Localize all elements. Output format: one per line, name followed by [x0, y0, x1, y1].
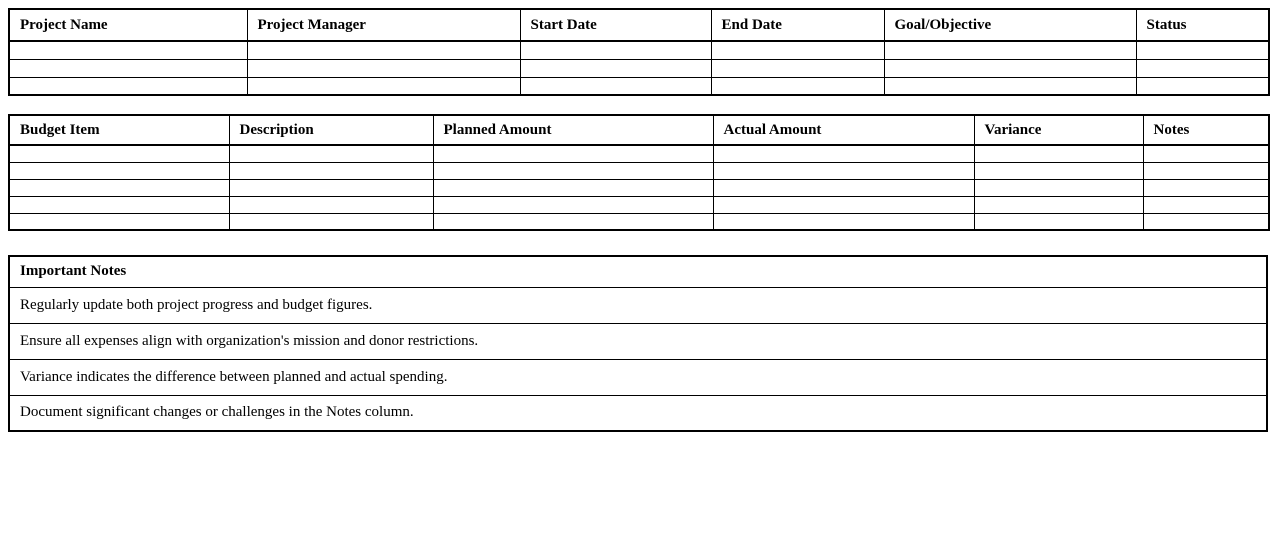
planned-amount-cell[interactable]: [433, 196, 713, 213]
note-row: [9, 323, 1267, 359]
project-table-row: [9, 41, 1269, 59]
variance-cell[interactable]: [974, 196, 1143, 213]
important-notes-header-row: [9, 256, 1267, 287]
actual-amount-cell[interactable]: [713, 213, 974, 230]
end-date-cell[interactable]: [711, 77, 884, 95]
notes-header: Notes: [1143, 115, 1269, 145]
budget-item-cell[interactable]: [9, 179, 229, 196]
project-manager-cell[interactable]: [247, 77, 520, 95]
description-cell[interactable]: [229, 162, 433, 179]
end-date-cell[interactable]: [711, 41, 884, 59]
variance-cell[interactable]: [974, 145, 1143, 162]
budget-table: [8, 114, 1270, 231]
planned-amount-cell[interactable]: [433, 145, 713, 162]
budget-item-header: Budget Item: [9, 115, 229, 145]
actual-amount-cell[interactable]: [713, 145, 974, 162]
status-cell[interactable]: [1136, 41, 1269, 59]
description-cell[interactable]: [229, 196, 433, 213]
note-item: Variance indicates the difference between planned and actual spending.: [9, 359, 1267, 395]
start-date-header: Start Date: [520, 9, 711, 41]
description-cell[interactable]: [229, 179, 433, 196]
actual-amount-header: Actual Amount: [713, 115, 974, 145]
planned-amount-header: Planned Amount: [433, 115, 713, 145]
notes-cell[interactable]: [1143, 145, 1269, 162]
end-date-cell[interactable]: [711, 59, 884, 77]
project-overview-table: [8, 8, 1270, 96]
project-name-cell[interactable]: [9, 77, 247, 95]
note-row: [9, 287, 1267, 323]
description-cell[interactable]: [229, 213, 433, 230]
important-notes-title: Important Notes: [9, 256, 1267, 287]
description-cell[interactable]: [229, 145, 433, 162]
description-header: Description: [229, 115, 433, 145]
project-name-cell[interactable]: [9, 59, 247, 77]
start-date-cell[interactable]: [520, 77, 711, 95]
actual-amount-cell[interactable]: [713, 162, 974, 179]
budget-item-cell[interactable]: [9, 196, 229, 213]
budget-table-row: [9, 179, 1269, 196]
note-row: [9, 395, 1267, 431]
budget-item-cell[interactable]: [9, 213, 229, 230]
budget-table-row: [9, 213, 1269, 230]
goal-objective-cell[interactable]: [884, 77, 1136, 95]
actual-amount-cell[interactable]: [713, 196, 974, 213]
variance-cell[interactable]: [974, 213, 1143, 230]
project-manager-cell[interactable]: [247, 59, 520, 77]
status-header: Status: [1136, 9, 1269, 41]
note-item: Regularly update both project progress and budget figures.: [9, 287, 1267, 323]
budget-table-header-row: [9, 115, 1269, 145]
notes-cell[interactable]: [1143, 213, 1269, 230]
goal-objective-cell[interactable]: [884, 41, 1136, 59]
status-cell[interactable]: [1136, 77, 1269, 95]
goal-objective-header: Goal/Objective: [884, 9, 1136, 41]
project-name-header: Project Name: [9, 9, 247, 41]
variance-cell[interactable]: [974, 179, 1143, 196]
variance-header: Variance: [974, 115, 1143, 145]
note-item: Ensure all expenses align with organization's mission and donor restrictions.: [9, 323, 1267, 359]
notes-cell[interactable]: [1143, 162, 1269, 179]
project-manager-cell[interactable]: [247, 41, 520, 59]
start-date-cell[interactable]: [520, 41, 711, 59]
actual-amount-cell[interactable]: [713, 179, 974, 196]
project-table-row: [9, 77, 1269, 95]
planned-amount-cell[interactable]: [433, 179, 713, 196]
planned-amount-cell[interactable]: [433, 162, 713, 179]
notes-cell[interactable]: [1143, 196, 1269, 213]
planned-amount-cell[interactable]: [433, 213, 713, 230]
budget-item-cell[interactable]: [9, 145, 229, 162]
budget-table-row: [9, 196, 1269, 213]
status-cell[interactable]: [1136, 59, 1269, 77]
note-item: Document significant changes or challenges in the Notes column.: [9, 395, 1267, 431]
project-name-cell[interactable]: [9, 41, 247, 59]
notes-cell[interactable]: [1143, 179, 1269, 196]
end-date-header: End Date: [711, 9, 884, 41]
project-table-row: [9, 59, 1269, 77]
goal-objective-cell[interactable]: [884, 59, 1136, 77]
important-notes-table: [8, 255, 1268, 432]
start-date-cell[interactable]: [520, 59, 711, 77]
note-row: [9, 359, 1267, 395]
budget-table-row: [9, 162, 1269, 179]
budget-item-cell[interactable]: [9, 162, 229, 179]
project-manager-header: Project Manager: [247, 9, 520, 41]
budget-table-row: [9, 145, 1269, 162]
project-table-header-row: [9, 9, 1269, 41]
variance-cell[interactable]: [974, 162, 1143, 179]
